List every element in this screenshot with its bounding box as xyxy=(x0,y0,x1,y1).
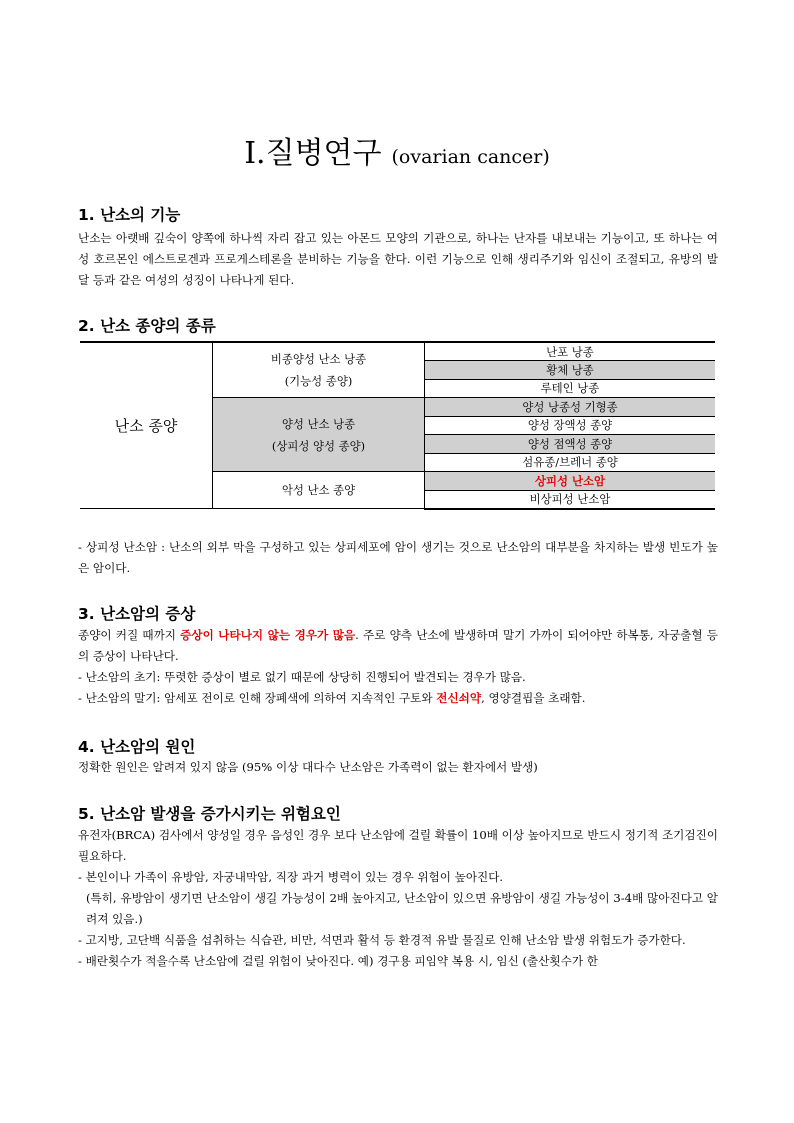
table-cell: 섬유종/브레너 종양 xyxy=(425,453,716,472)
section-5-body xyxy=(78,825,718,972)
highlight-text: 증상이 나타나지 않는 경우가 많음 xyxy=(180,628,356,642)
table-cell: 양성 낭종성 기형종 xyxy=(425,398,716,417)
section-4-body xyxy=(78,757,718,778)
cause-text: 정확한 원인은 알려져 있지 않음 (95% 이상 대다수 난소암은 가족력이 없는 환자에서 발생) xyxy=(78,760,538,774)
highlight-text: 전신쇠약 xyxy=(436,691,482,705)
risk-ovulation: - 배란횟수가 적을수록 난소암에 걸릴 위험이 낮아진다. 예) 경구용 피임약 복용 시, 임신 (출산횟수가 한 xyxy=(78,954,598,968)
section-4-heading: 4. 난소암의 원인 xyxy=(78,738,196,756)
risk-genetic: 유전자(BRCA) 검사에서 양성일 경우 음성인 경우 보다 난소암에 걸릴 확률이 10배 이상 높아지므로 반드시 정기적 조기검진이 필요하다. xyxy=(78,828,718,863)
title-main: Ⅰ.질병연구 xyxy=(244,136,382,171)
table-cell: 비상피성 난소암 xyxy=(425,490,716,509)
section-3-heading: 3. 난소암의 증상 xyxy=(78,605,196,623)
table-cell: 양성 점액성 종양 xyxy=(425,435,716,454)
page-title xyxy=(0,128,794,172)
table-cell: 루테인 낭종 xyxy=(425,379,716,398)
early-symptom: - 난소암의 초기: 뚜렷한 증상이 별로 없기 때문에 상당히 진행되어 발견되는 경우가 많음. xyxy=(78,670,526,684)
section-2-note xyxy=(78,537,718,579)
title-sub: (ovarian cancer) xyxy=(391,146,550,168)
late-symptom: - 난소암의 말기: 암세포 전이로 인해 장폐색에 의하여 지속적인 구토와 전신쇠약, 영양결핍을 초래함. xyxy=(78,691,586,705)
epithelial-note: - 상피성 난소암 : 난소의 외부 막을 구성하고 있는 상피세포에 암이 생기는 것으로 난소암의 대부분을 차지하는 발생 빈도가 높은 암이다. xyxy=(78,540,718,575)
table-group-functional: 비종양성 난소 낭종 (기능성 종양) xyxy=(213,342,425,398)
section-1-text: 난소는 아랫배 깊숙이 양쪽에 하나씩 자리 잡고 있는 아몬드 모양의 기관으로, 하나는 난자를 내보내는 기능이고, 또 하나는 여성 호르몬인 에스트로겐과 프로게스테론을 분비하는 기능을 한다. 이런 기능으로 인해 생리주기와 임신이 조절되고, 유방의 발달 등과 같은 여성의 성징이 나타나게 된다. xyxy=(78,231,718,287)
table-group-malignant: 악성 난소 종양 xyxy=(213,472,425,509)
table-root-cell: 난소 종양 xyxy=(80,342,213,509)
table-cell: 양성 장액성 종양 xyxy=(425,416,716,435)
section-3-body xyxy=(78,625,718,709)
table-cell-highlight: 상피성 난소암 xyxy=(425,472,716,491)
symptom-paragraph: 종양이 커질 때까지 증상이 나타나지 않는 경우가 많음. 주로 양측 난소에 발생하며 말기 가까이 되어야만 하복통, 자궁출혈 등의 증상이 나타난다. xyxy=(78,628,718,663)
section-1-body xyxy=(78,228,718,291)
risk-lifestyle: - 고지방, 고단백 식품을 섭취하는 식습관, 비만, 석면과 활석 등 환경적 유발 물질로 인해 난소암 발생 위험도가 증가한다. xyxy=(78,933,686,947)
section-5-heading: 5. 난소암 발생을 증가시키는 위험요인 xyxy=(78,805,341,823)
risk-history: - 본인이나 가족이 유방암, 자궁내막암, 직장 과거 병력이 있는 경우 위험이 높아진다. xyxy=(78,870,504,884)
section-2-heading: 2. 난소 종양의 종류 xyxy=(78,317,216,335)
section-1-heading: 1. 난소의 기능 xyxy=(78,206,181,224)
risk-history-note: (특히, 유방암이 생기면 난소암이 생길 가능성이 2배 높아지고, 난소암이 있으면 유방암이 생길 가능성이 3-4배 많아진다고 알려져 있음.) xyxy=(86,891,718,926)
table-cell: 황체 낭종 xyxy=(425,361,716,380)
table-cell: 난포 낭종 xyxy=(425,342,716,361)
tumor-type-table xyxy=(80,341,715,510)
table-group-benign: 양성 난소 낭종 (상피성 양성 종양) xyxy=(213,398,425,472)
